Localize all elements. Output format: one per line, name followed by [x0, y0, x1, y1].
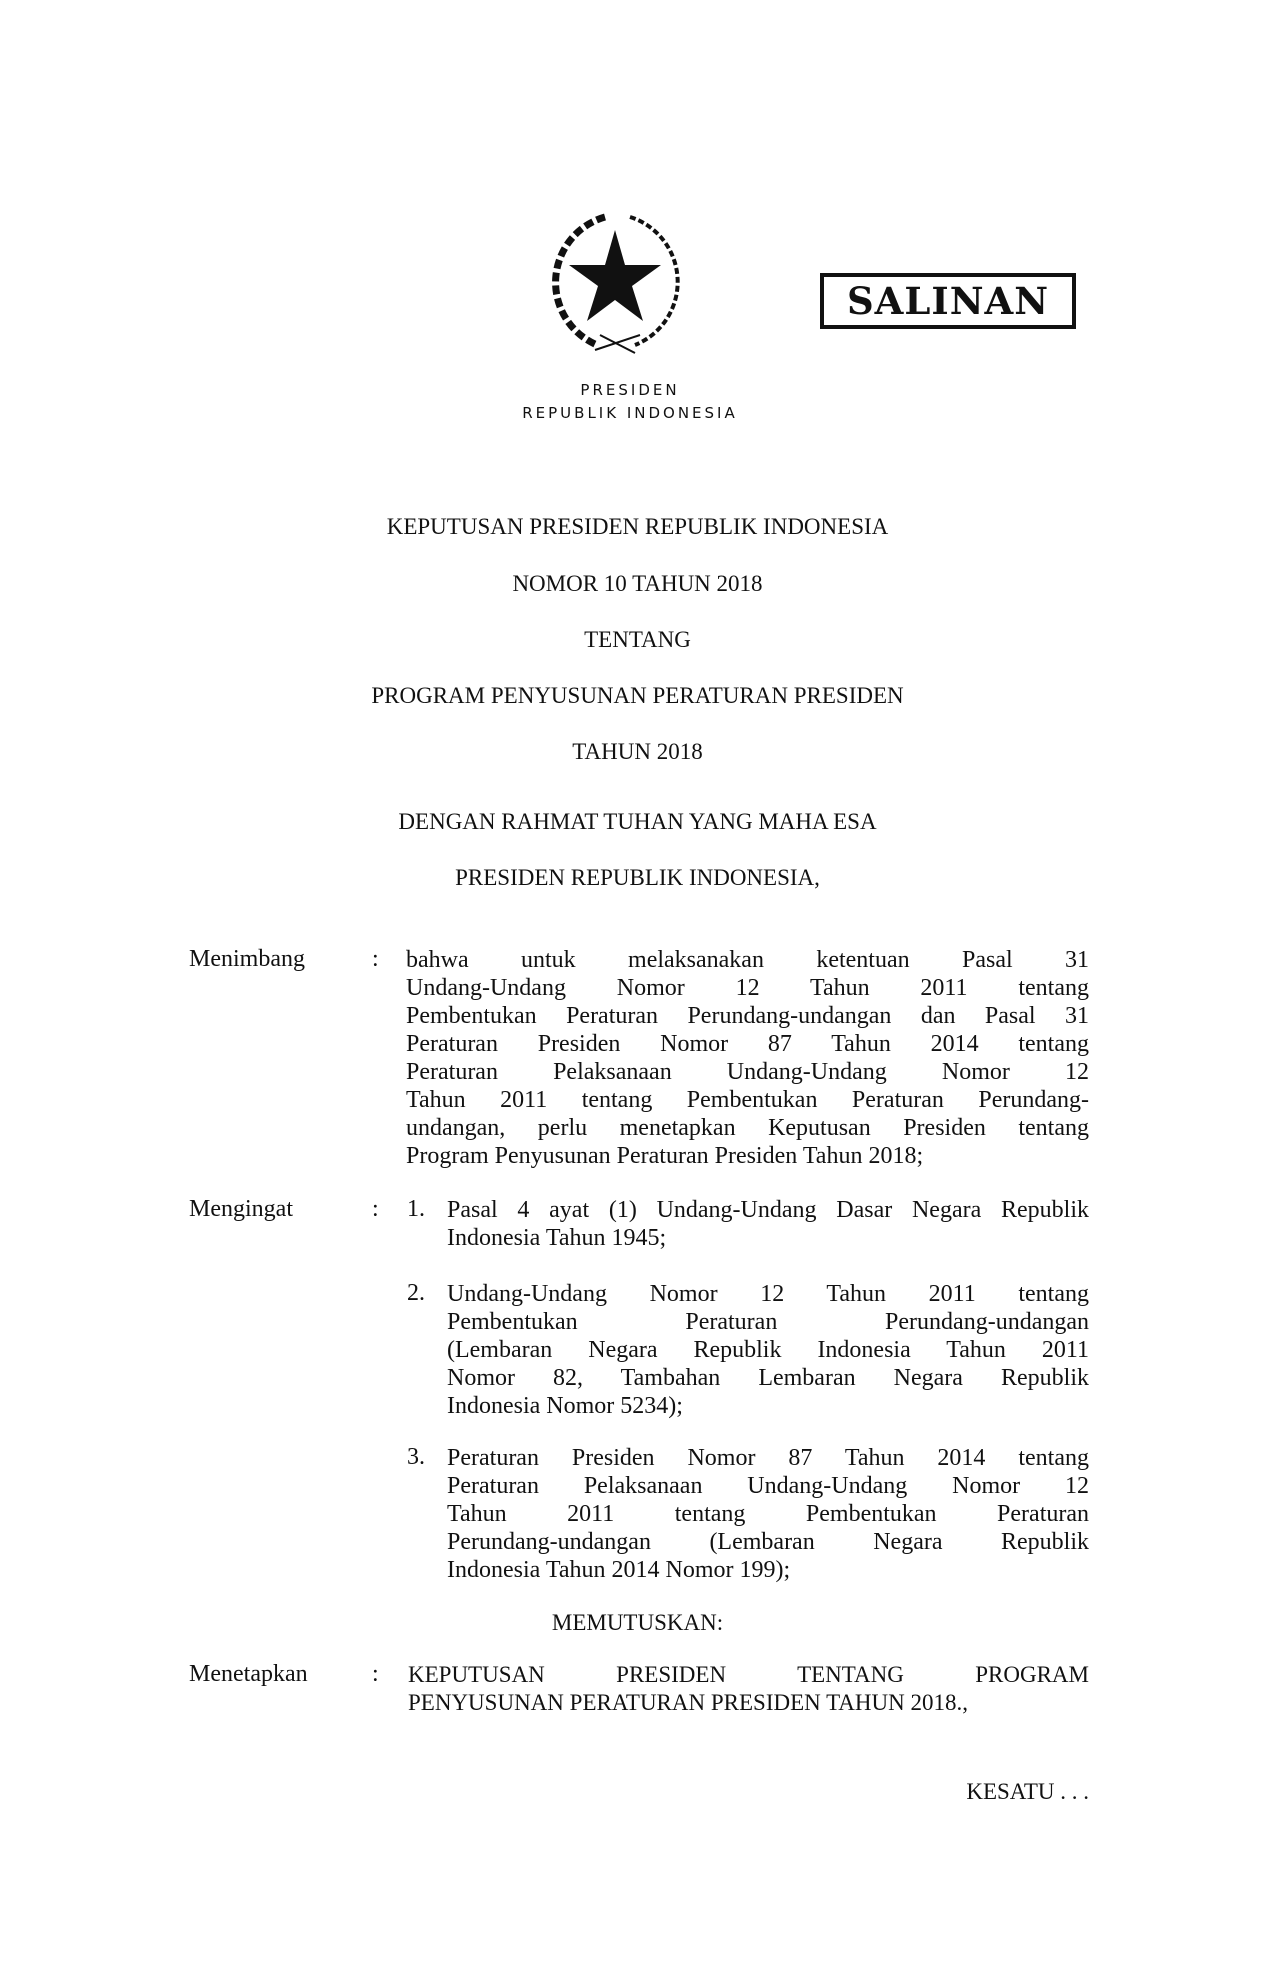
- presidential-seal-emblem: [535, 205, 695, 360]
- mengingat-item-1: [447, 1196, 1089, 1252]
- text-line: Pasal 4 ayat (1) Undang-Undang Dasar Negara Republik: [447, 1197, 1089, 1223]
- memutuskan-heading: MEMUTUSKAN:: [551, 1610, 724, 1635]
- menetapkan-label: Menetapkan: [189, 1661, 308, 1687]
- mengingat-item-2: [447, 1280, 1089, 1420]
- text-line: Program Penyusunan Peraturan Presiden Tahun 2018;: [406, 1143, 924, 1169]
- text-line: Peraturan Pelaksanaan Undang-Undang Nomor 12: [406, 1059, 1089, 1085]
- menetapkan-colon: :: [372, 1661, 379, 1687]
- mengingat-item-3: [447, 1444, 1089, 1584]
- decree-number: NOMOR 10 TAHUN 2018: [512, 571, 763, 596]
- text-line: Indonesia Tahun 2014 Nomor 199);: [447, 1557, 791, 1583]
- menimbang-text: [406, 946, 1089, 1170]
- text-line: Pembentukan Peraturan Perundang-undangan: [447, 1309, 1089, 1335]
- text-line: Nomor 82, Tambahan Lembaran Negara Republik: [447, 1365, 1089, 1391]
- next-page-marker: KESATU . . .: [966, 1779, 1089, 1804]
- seal-caption-republic: REPUBLIK INDONESIA: [522, 404, 738, 422]
- salinan-stamp: SALINAN: [820, 273, 1076, 329]
- decree-title: KEPUTUSAN PRESIDEN REPUBLIK INDONESIA: [386, 514, 889, 539]
- text-line: undangan, perlu menetapkan Keputusan Presiden tentang: [406, 1115, 1089, 1141]
- decree-subject: PROGRAM PENYUSUNAN PERATURAN PRESIDEN: [371, 683, 904, 708]
- decree-about: TENTANG: [584, 627, 691, 652]
- invocation: DENGAN RAHMAT TUHAN YANG MAHA ESA: [398, 809, 877, 834]
- item-number: 1.: [407, 1196, 425, 1222]
- text-line: Indonesia Tahun 1945;: [447, 1225, 667, 1251]
- text-line: PENYUSUNAN PERATURAN PRESIDEN TAHUN 2018.,: [408, 1690, 968, 1715]
- menimbang-colon: :: [372, 946, 379, 972]
- text-line: Peraturan Presiden Nomor 87 Tahun 2014 tentang: [447, 1445, 1089, 1471]
- issuer: PRESIDEN REPUBLIK INDONESIA,: [455, 865, 820, 890]
- text-line: Tahun 2011 tentang Pembentukan Peraturan Perundang-: [406, 1087, 1089, 1113]
- text-line: Peraturan Presiden Nomor 87 Tahun 2014 tentang: [406, 1031, 1089, 1057]
- text-line: Indonesia Nomor 5234);: [447, 1393, 683, 1419]
- seal-caption-president: PRESIDEN: [580, 381, 680, 399]
- item-number: 3.: [407, 1444, 425, 1470]
- mengingat-label: Mengingat: [189, 1196, 293, 1222]
- menimbang-label: Menimbang: [189, 946, 305, 972]
- menetapkan-text: [408, 1661, 1089, 1717]
- text-line: Undang-Undang Nomor 12 Tahun 2011 tentang: [447, 1281, 1089, 1307]
- text-line: Undang-Undang Nomor 12 Tahun 2011 tentang: [406, 975, 1089, 1001]
- text-line: Pembentukan Peraturan Perundang-undangan dan Pasal 31: [406, 1003, 1089, 1029]
- decree-year: TAHUN 2018: [572, 739, 703, 764]
- mengingat-colon: :: [372, 1196, 379, 1222]
- text-line: bahwa untuk melaksanakan ketentuan Pasal 31: [406, 947, 1089, 973]
- text-line: Peraturan Pelaksanaan Undang-Undang Nomor 12: [447, 1473, 1089, 1499]
- text-line: (Lembaran Negara Republik Indonesia Tahun 2011: [447, 1337, 1089, 1363]
- text-line: Perundang-undangan (Lembaran Negara Republik: [447, 1529, 1089, 1555]
- text-line: KEPUTUSAN PRESIDEN TENTANG PROGRAM: [408, 1662, 1089, 1687]
- text-line: Tahun 2011 tentang Pembentukan Peraturan: [447, 1501, 1089, 1527]
- item-number: 2.: [407, 1280, 425, 1306]
